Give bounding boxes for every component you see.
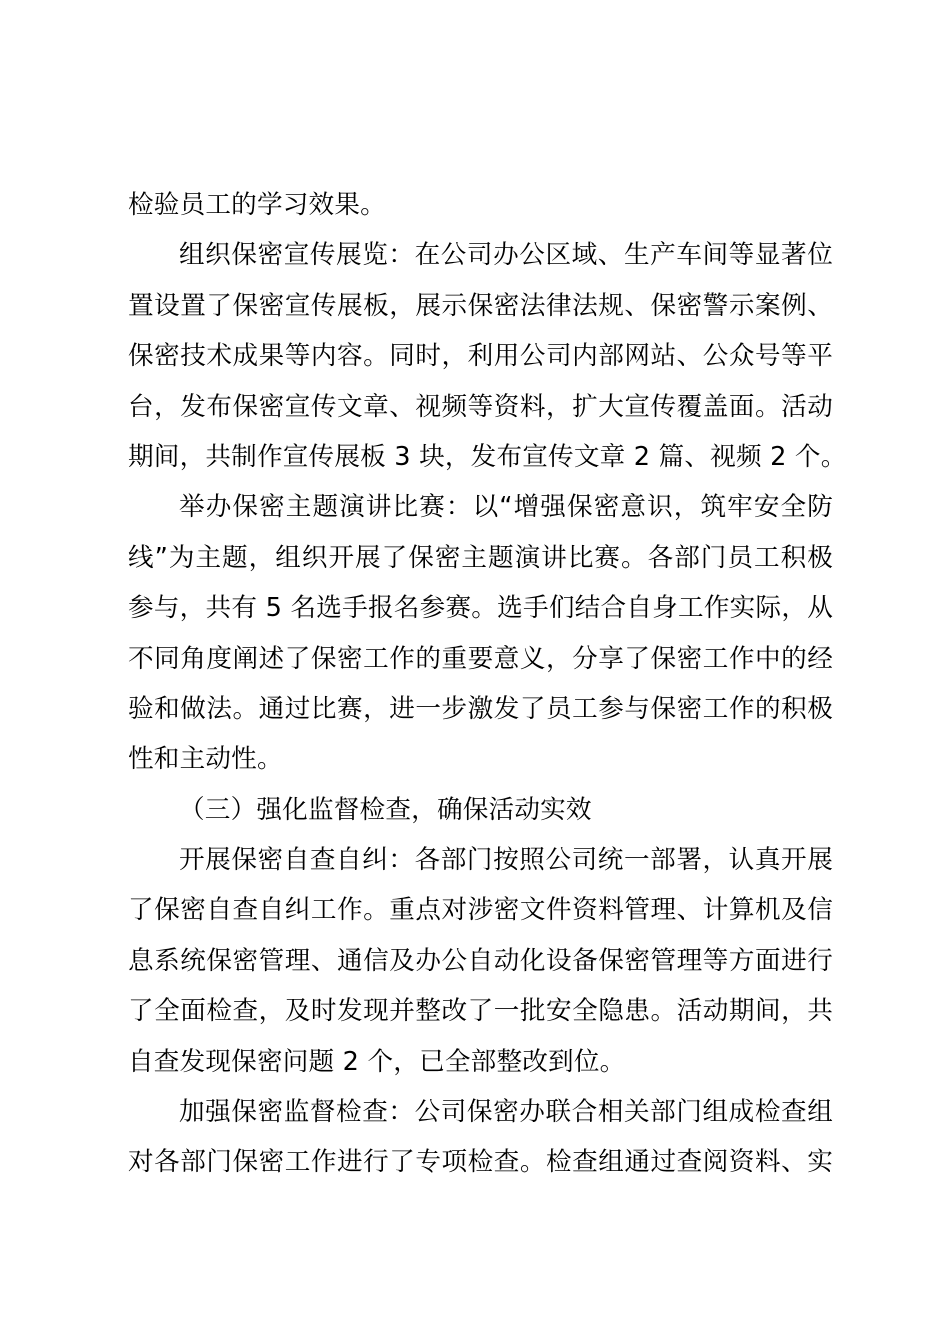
- paragraph-line: 对各部门保密工作进行了专项检查。检查组通过查阅资料、实: [128, 1147, 833, 1178]
- paragraph-line: 不同角度阐述了保密工作的重要意义，分享了保密工作中的经: [128, 643, 833, 674]
- body-text: [128, 180, 847, 1188]
- paragraph-line: 期间，共制作宣传展板 3 块，发布宣传文章 2 篇、视频 2 个。: [128, 441, 847, 472]
- paragraph-line: 了保密自查自纠工作。重点对涉密文件资料管理、计算机及信: [128, 895, 833, 926]
- paragraph-line: 置设置了保密宣传展板，展示保密法律法规、保密警示案例、: [128, 290, 833, 321]
- paragraph-line: 保密技术成果等内容。同时，利用公司内部网站、公众号等平: [128, 341, 833, 372]
- paragraph-line: 检验员工的学习效果。: [128, 190, 386, 220]
- paragraph-line: 台，发布保密宣传文章、视频等资料，扩大宣传覆盖面。活动: [128, 391, 833, 422]
- paragraph-line: 了全面检查，及时发现并整改了一批安全隐患。活动期间，共: [128, 996, 833, 1027]
- paragraph-line: 组织保密宣传展览：在公司办公区域、生产车间等显著位: [179, 240, 833, 271]
- paragraph-line: 举办保密主题演讲比赛：以“增强保密意识，筑牢安全防: [179, 492, 833, 523]
- paragraph-line: 加强保密监督检查：公司保密办联合相关部门组成检查组: [179, 1097, 833, 1128]
- paragraph-line: 验和做法。通过比赛，进一步激发了员工参与保密工作的积极: [128, 693, 833, 724]
- paragraph-line: 性和主动性。: [128, 744, 283, 775]
- paragraph-line: 开展保密自查自纠：各部门按照公司统一部署，认真开展: [179, 845, 833, 876]
- paragraph-line: 线”为主题，组织开展了保密主题演讲比赛。各部门员工积极: [128, 542, 833, 573]
- paragraph-line: 参与，共有 5 名选手报名参赛。选手们结合自身工作实际，从: [128, 593, 833, 624]
- section-heading: （三）强化监督检查，确保活动实效: [179, 794, 592, 825]
- paragraph-line: 自查发现保密问题 2 个，已全部整改到位。: [128, 1046, 626, 1077]
- paragraph-line: 息系统保密管理、通信及办公自动化设备保密管理等方面进行: [128, 945, 833, 976]
